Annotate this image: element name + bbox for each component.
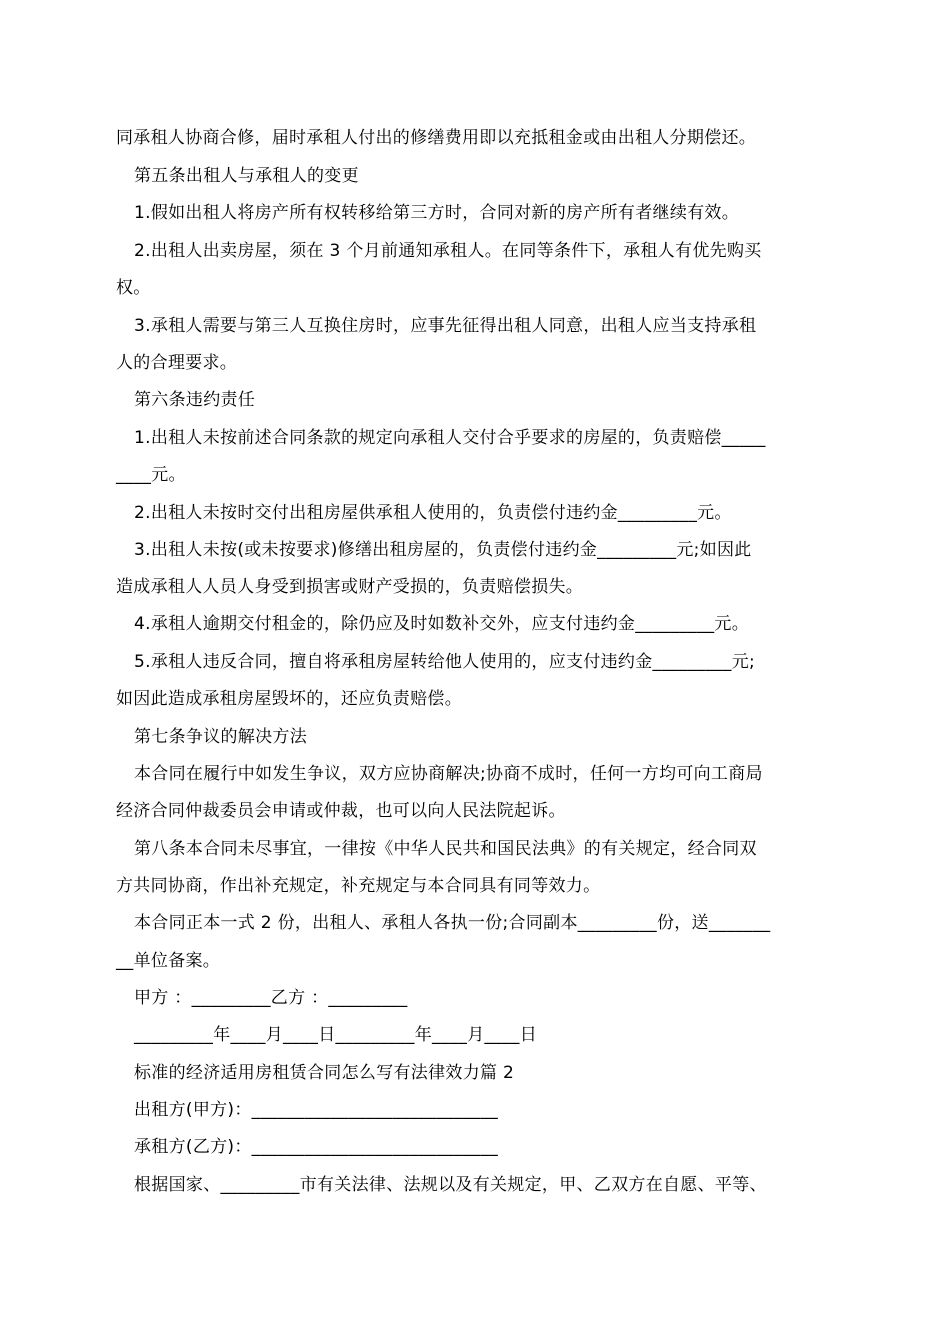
paragraph-line: 5.承租人违反合同，擅自将承租房屋转给他人使用的，应支付违约金_________元; <box>134 652 756 672</box>
lessee-field: 承租方(乙方)：____________________________ <box>134 1137 499 1157</box>
section-heading: 第六条违约责任 <box>134 390 256 410</box>
paragraph-line: 权。 <box>116 278 151 298</box>
paragraph-line: 2.出租人出卖房屋，须在 3 个月前通知承租人。在同等条件下，承租人有优先购买 <box>134 241 762 261</box>
paragraph-line: 经济合同仲裁委员会申请或仲裁，也可以向人民法院起诉。 <box>116 801 566 821</box>
paragraph-line: 第八条本合同未尽事宜，一律按《中华人民共和国民法典》的有关规定，经合同双 <box>134 839 757 859</box>
paragraph-line: 造成承租人人员人身受到损害或财产受损的，负责赔偿损失。 <box>116 577 584 597</box>
paragraph-line: 方共同协商，作出补充规定，补充规定与本合同具有同等效力。 <box>116 876 601 896</box>
paragraph-line: 3.出租人未按(或未按要求)修缮出租房屋的，负责偿付违约金_________元;如因此 <box>134 540 752 560</box>
paragraph-line: 2.出租人未按时交付出租房屋供承租人使用的，负责偿付违约金_________元。 <box>134 503 732 523</box>
paragraph-line: 如因此造成承租房屋毁坏的，还应负责赔偿。 <box>116 689 462 709</box>
paragraph-line: 本合同正本一式 2 份，出租人、承租人各执一份;合同副本_________份，送_______ <box>134 913 771 933</box>
paragraph-line: __单位备案。 <box>116 951 221 971</box>
lessor-field: 出租方(甲方)：____________________________ <box>134 1100 499 1120</box>
paragraph-line: 4.承租人逾期交付租金的，除仍应及时如数补交外，应支付违约金_________元。 <box>134 614 750 634</box>
paragraph-line: ____元。 <box>116 465 186 485</box>
section-heading: 第七条争议的解决方法 <box>134 727 307 747</box>
paragraph-line: 1.出租人未按前述合同条款的规定向承租人交付合乎要求的房屋的，负责赔偿_____ <box>134 428 766 448</box>
date-line: _________年____月____日_________年____月____日 <box>134 1025 537 1045</box>
document-title: 标准的经济适用房租赁合同怎么写有法律效力篇 2 <box>134 1063 515 1083</box>
paragraph-line: 1.假如出租人将房产所有权转移给第三方时，合同对新的房产所有者继续有效。 <box>134 203 740 223</box>
section-heading: 第五条出租人与承租人的变更 <box>134 166 359 186</box>
signature-line: 甲方 ：_________乙方 ：_________ <box>134 988 408 1008</box>
paragraph-line: 人的合理要求。 <box>116 353 238 373</box>
paragraph-line: 根据国家、_________市有关法律、法规以及有关规定，甲、乙双方在自愿、平等、 <box>134 1175 767 1195</box>
paragraph-line: 本合同在履行中如发生争议，双方应协商解决;协商不成时，任何一方均可向工商局 <box>134 764 763 784</box>
paragraph-line: 同承租人协商合修，届时承租人付出的修缮费用即以充抵租金或由出租人分期偿还。 <box>116 128 757 148</box>
paragraph-line: 3.承租人需要与第三人互换住房时，应事先征得出租人同意，出租人应当支持承租 <box>134 316 757 336</box>
